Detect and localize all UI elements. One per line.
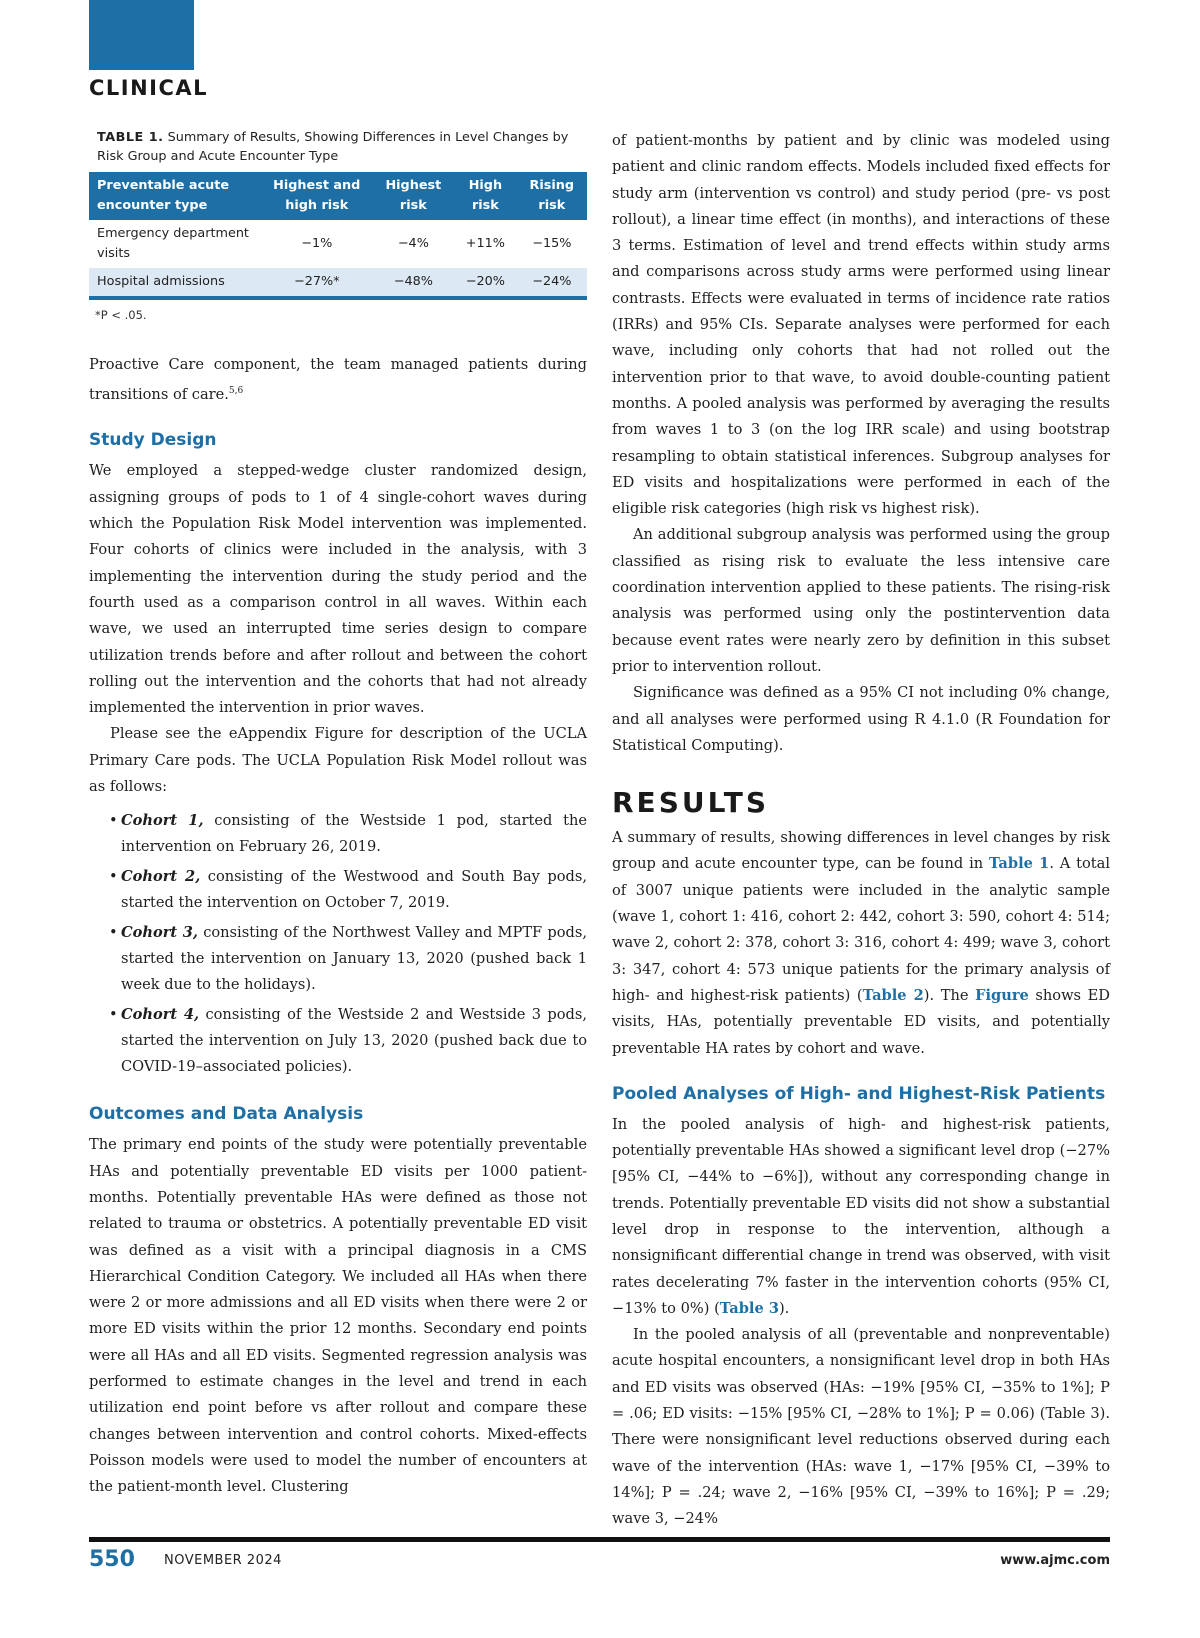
- results-paragraph: [612, 825, 1110, 1062]
- pooled-text: ).: [778, 1299, 790, 1317]
- results-heading: RESULTS: [612, 786, 770, 820]
- table-cell: −1%: [301, 236, 333, 251]
- cohort-name: Cohort 1,: [121, 812, 204, 830]
- table-header-row: [89, 172, 587, 220]
- table-cell: −27%*: [293, 274, 340, 289]
- cohort-text: consisting of the Westside 1 pod, started the intervention on February 26, 2019.: [121, 812, 587, 856]
- page-number: 550: [89, 1547, 135, 1572]
- results-text: ). The: [923, 986, 976, 1004]
- pooled-paragraph: [612, 1112, 1110, 1322]
- pooled-paragraph-2: In the pooled analysis of all (preventable and nonpreventable) acute hospital encounters, a nonsignificant level drop in both HAs and ED visits was observed (HAs: −19% [95% CI, −35% to 1%]; P = .06; ED visits: −15% [95% CI, −28% to 1%]; P = 0.06) (Table 3). There were nonsignificant level reductions observed during each wave of the intervention (HAs: wave 1, −17% [95% CI, −39% to 14%]; P = .24; wave 2, −16% [95% CI, −39% to 16%]; P = .29; wave 3, −24%: [612, 1326, 1110, 1528]
- section-label: CLINICAL: [89, 76, 209, 100]
- bullet-icon: •: [109, 924, 118, 942]
- cohort-name: Cohort 4,: [121, 1006, 200, 1024]
- results-text: shows ED visits, HAs, potentially preventable ED visits, and potentially preventable HA rates by cohort and wave.: [612, 986, 1111, 1057]
- outcomes-paragraph: The primary end points of the study were potentially preventable HAs and potentially preventable ED visits per 1000 patient-months. Potentially preventable HAs were defined as those not related to trauma or obstetrics. A potentially preventable ED visit was defined as a visit with a principal diagnosis in a CMS Hierarchical Condition Category. We included all HAs when there were 2 or more admissions and all ED visits when there were 2 or more ED visits within the prior 12 months. Secondary end points were all HAs and all ED visits. Segmented regression analysis was performed to estimate changes in the level and trend in each utilization end point before vs after rollout and compare these changes between intervention and control cohorts. Mixed-effects Poisson models were used to model the number of encounters at the patient-month level. Clustering: [89, 1136, 587, 1496]
- pooled-analyses-heading: Pooled Analyses of High- and Highest-Risk Patients: [612, 1083, 1106, 1104]
- table-footnote: *P < .05.: [95, 308, 147, 322]
- table-cell: −48%: [393, 274, 433, 289]
- subgroup-paragraph: An additional subgroup analysis was performed using the group classified as rising risk to evaluate the less intensive care coordination intervention applied to these patients. The rising-risk analysis was performed using only the postintervention data because event rates were nearly zero by definition in this subset prior to intervention rollout.: [612, 526, 1110, 675]
- site-url[interactable]: www.ajmc.com: [1000, 1553, 1110, 1568]
- table-cell: −20%: [465, 274, 505, 289]
- table-header-cell: Preventable acute encounter type: [97, 178, 230, 213]
- header-color-block: [89, 0, 194, 70]
- table-row: [89, 220, 587, 268]
- cohort-text: consisting of the Westwood and South Bay pods, started the intervention on October 7, 2019.: [121, 868, 587, 912]
- methods-paragraph: of patient-months by patient and by clinic was modeled using patient and clinic random effects. Models included fixed effects for study arm (intervention vs control) and study period (pre- vs post rollout), a linear time effect (in months), and interactions of these 3 terms. Estimation of level and trend effects within study arms and comparisons across study arms were performed using linear contrasts. Effects were evaluated in terms of incidence rate ratios (IRRs) and 95% CIs. Separate analyses were performed for each wave, including only cohorts that had not rolled out the intervention prior to that wave, to avoid double-counting patient months. A pooled analysis was performed by averaging the results from waves 1 to 3 (on the log IRR scale) and using bootstrap resampling to obtain statistical inferences. Subgroup analyses for ED visits and hospitalizations were performed in each of the eligible risk categories (high risk vs highest risk).: [612, 132, 1110, 518]
- results-table: [89, 172, 587, 300]
- list-item: [89, 864, 587, 916]
- study-design-paragraph-2: Please see the eAppendix Figure for description of the UCLA Primary Care pods. The UCLA Population Risk Model rollout was as follows:: [89, 725, 587, 796]
- study-design-heading: Study Design: [89, 430, 217, 451]
- figure-link[interactable]: Figure: [975, 986, 1029, 1004]
- bullet-icon: •: [109, 1006, 118, 1024]
- pooled-text: In the pooled analysis of high- and highest-risk patients, potentially preventable HAs showed a significant level drop (−27% [95% CI, −44% to −6%]), without any corresponding change in trends. Potentially preventable ED visits did not show a substantial level drop in response to the intervention, although a nonsignificant differential change in trend was observed, with visit rates decelerating 7% faster in the intervention cohorts (95% CI, −13% to 0%) (: [612, 1115, 1110, 1317]
- results-text: . A total of 3007 unique patients were included in the analytic sample (wave 1, cohort 1: 416, cohort 2: 442, cohort 3: 590, cohort 4: 514; wave 2, cohort 2: 378, cohort 3: 316, cohort 4: 499; wave 3, cohort 3: 347, cohort 4: 573 unique patients for the primary analysis of high- and highest-risk patients) (: [612, 855, 1111, 1004]
- cohort-text: consisting of the Westside 2 and Westside 3 pods, started the intervention on July 13, 2020 (pushed back due to COVID-19–associated policies).: [121, 1006, 587, 1076]
- table-1-label: TABLE 1.: [97, 130, 164, 145]
- table-1-caption-text: Summary of Results, Showing Differences in Level Changes by Risk Group and Acute Encounter Type: [97, 130, 569, 164]
- table-header-cell: Highest and high risk: [273, 178, 361, 213]
- table-header-cell: Highest risk: [385, 178, 442, 213]
- outcomes-heading: Outcomes and Data Analysis: [89, 1104, 364, 1125]
- table-cell: −24%: [532, 274, 572, 289]
- cohort-list: [89, 808, 587, 1080]
- table-1: [89, 128, 587, 322]
- right-column: [612, 128, 1110, 1533]
- table-1-link[interactable]: Table 1: [988, 855, 1050, 873]
- table-2-link[interactable]: Table 2: [862, 986, 924, 1004]
- cohort-name: Cohort 3,: [121, 924, 198, 942]
- table-cell: Hospital admissions: [97, 274, 225, 289]
- bullet-icon: •: [109, 812, 118, 830]
- significance-paragraph: Significance was defined as a 95% CI not including 0% change, and all analyses were performed using R 4.1.0 (R Foundation for Statistical Computing).: [612, 684, 1110, 754]
- table-cell: −4%: [397, 236, 429, 251]
- issue-date: NOVEMBER 2024: [164, 1553, 282, 1568]
- table-3-link[interactable]: Table 3: [719, 1299, 779, 1317]
- footer-rule: [89, 1537, 1110, 1542]
- intro-text: Proactive Care component, the team managed patients during transitions of care.: [89, 356, 587, 404]
- citation-superscript: 5,6: [228, 386, 244, 397]
- table-cell: +11%: [465, 236, 505, 251]
- study-design-paragraph: We employed a stepped-wedge cluster randomized design, assigning groups of pods to 1 of 4 single-cohort waves during which the Population Risk Model intervention was implemented. Four cohorts of clinics were included in the analysis, with 3 implementing the intervention during the study period and the fourth used as a comparison control in all waves. Within each wave, we used an interrupted time series design to compare utilization trends before and after rollout and between the cohort rolling out the intervention and the cohorts that had not already implemented the intervention in prior waves.: [89, 462, 587, 717]
- table-1-caption: [97, 128, 587, 166]
- table-cell: −15%: [532, 236, 572, 251]
- list-item: [89, 1002, 587, 1080]
- table-header-cell: High risk: [468, 178, 503, 213]
- cohort-name: Cohort 2,: [121, 868, 201, 886]
- bullet-icon: •: [109, 868, 118, 886]
- table-cell: Emergency department visits: [97, 226, 249, 261]
- list-item: [89, 920, 587, 998]
- cohort-text: consisting of the Northwest Valley and MPTF pods, started the intervention on January 13, 2020 (pushed back 1 week due to the holidays).: [121, 924, 587, 994]
- table-header-cell: Rising risk: [529, 178, 575, 213]
- left-column: [89, 128, 587, 1500]
- table-row: [89, 268, 587, 298]
- intro-paragraph: [89, 352, 587, 408]
- list-item: [89, 808, 587, 860]
- results-text: A summary of results, showing differences in level changes by risk group and acute encounter type, can be found in: [612, 829, 1110, 873]
